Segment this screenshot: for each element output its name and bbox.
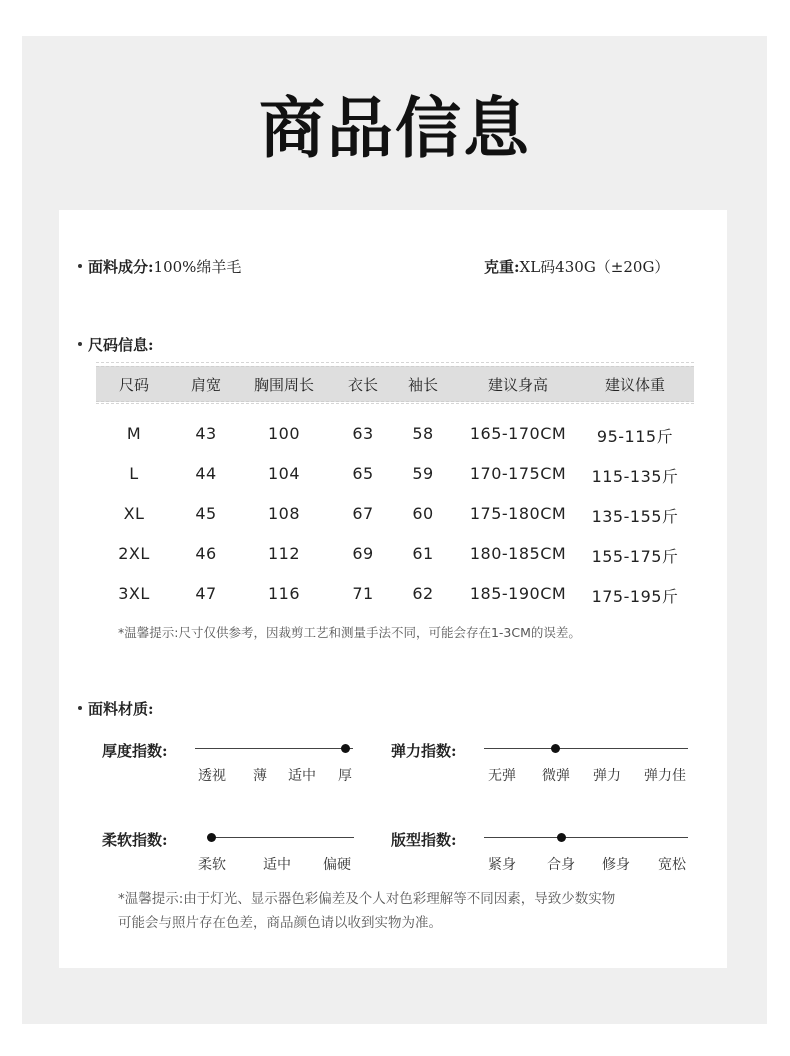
thickness-option: 薄 [253,768,267,784]
size-table-header-cell: 胸围周长 [253,376,315,394]
fit-indicator [557,833,566,842]
size-table-cell: 165-170CM [469,424,567,443]
elasticity-option: 弹力 [593,768,621,784]
size-table-cell: M [126,424,142,443]
size-table-cell: 61 [412,544,434,563]
size-table-cell: 58 [412,424,434,443]
size-table-cell: 100 [267,424,301,443]
weight-label: 克重: [484,258,520,276]
thickness-index-label: 厚度指数: [102,742,168,760]
size-table-cell: 185-190CM [469,584,567,603]
size-table-cell: XL [123,504,145,523]
size-table-cell: 116 [267,584,301,603]
size-table-cell: 175-195斤 [591,587,679,606]
size-table-cell: 44 [195,464,217,483]
size-table-cell: 47 [195,584,217,603]
size-table-cell: 69 [352,544,374,563]
size-table-cell: 60 [412,504,434,523]
bullet-icon [78,706,82,710]
disclaimer-line: *温馨提示:由于灯光、显示器色彩偏差及个人对色彩理解等不同因素，导致少数实物 [118,891,616,907]
elasticity-indicator [551,744,560,753]
softness-option: 偏硬 [323,857,351,873]
fit-index-label: 版型指数: [391,831,457,849]
size-table-header-cell: 建议身高 [487,376,549,394]
elasticity-option: 微弹 [542,768,570,784]
size-table-cell: 63 [352,424,374,443]
size-table-cell: 46 [195,544,217,563]
size-table-cell: 45 [195,504,217,523]
elasticity-index-label: 弹力指数: [391,742,457,760]
thickness-option: 厚 [338,768,352,784]
softness-index-label: 柔软指数: [102,831,168,849]
fit-option: 紧身 [488,857,516,873]
fabric-value: 100%绵羊毛 [153,258,242,276]
fit-option: 修身 [602,857,630,873]
thickness-track [195,748,353,749]
size-table-header-cell: 建议体重 [604,376,666,394]
fabric-label: 面料成分: [88,258,154,276]
size-table-cell: 115-135斤 [591,467,679,486]
weight-value: XL码430G（±20G） [519,258,670,276]
material-section-label: 面料材质: [88,700,154,718]
size-table-cell: 62 [412,584,434,603]
fit-option: 宽松 [658,857,686,873]
size-table-cell: 2XL [118,544,150,563]
softness-indicator [207,833,216,842]
size-table-cell: 104 [267,464,301,483]
size-table-cell: 65 [352,464,374,483]
size-table-cell: 108 [267,504,301,523]
fabric-weight [484,256,669,277]
softness-track [208,837,354,838]
size-table-header-cell: 尺码 [118,376,150,394]
disclaimer-line: 可能会与照片存在色差，商品颜色请以收到实物为准。 [118,915,442,931]
fabric-composition [78,256,241,277]
size-table-cell: 135-155斤 [591,507,679,526]
divider [96,362,694,363]
size-table-cell: 155-175斤 [591,547,679,566]
softness-option: 柔软 [198,857,226,873]
fit-track [484,837,688,838]
bullet-icon [78,264,82,268]
elasticity-track [484,748,688,749]
softness-option: 适中 [263,857,291,873]
elasticity-option: 弹力佳 [644,768,686,784]
size-table-cell: 95-115斤 [596,427,674,446]
size-table-cell: 3XL [118,584,150,603]
size-section-heading [78,334,154,355]
size-table-header-cell: 肩宽 [190,376,222,394]
size-table-cell: 180-185CM [469,544,567,563]
size-table-cell: 43 [195,424,217,443]
material-section-heading [78,698,154,719]
size-table-cell: L [129,464,139,483]
thickness-option: 透视 [198,768,226,784]
size-table-cell: 71 [352,584,374,603]
size-table-cell: 67 [352,504,374,523]
size-table-cell: 59 [412,464,434,483]
size-section-label: 尺码信息: [88,336,154,354]
divider [96,403,694,404]
size-table-cell: 175-180CM [469,504,567,523]
page-title: 商品信息 [259,89,531,167]
size-table-header-cell: 袖长 [407,376,439,394]
size-table-header-cell: 衣长 [347,376,379,394]
thickness-option: 适中 [288,768,316,784]
size-note: *温馨提示:尺寸仅供参考，因裁剪工艺和测量手法不同，可能会存在1-3CM的误差。 [118,625,581,640]
size-table-cell: 170-175CM [469,464,567,483]
thickness-indicator [341,744,350,753]
bullet-icon [78,342,82,346]
fit-option: 合身 [547,857,575,873]
elasticity-option: 无弹 [488,768,516,784]
size-table-cell: 112 [267,544,301,563]
